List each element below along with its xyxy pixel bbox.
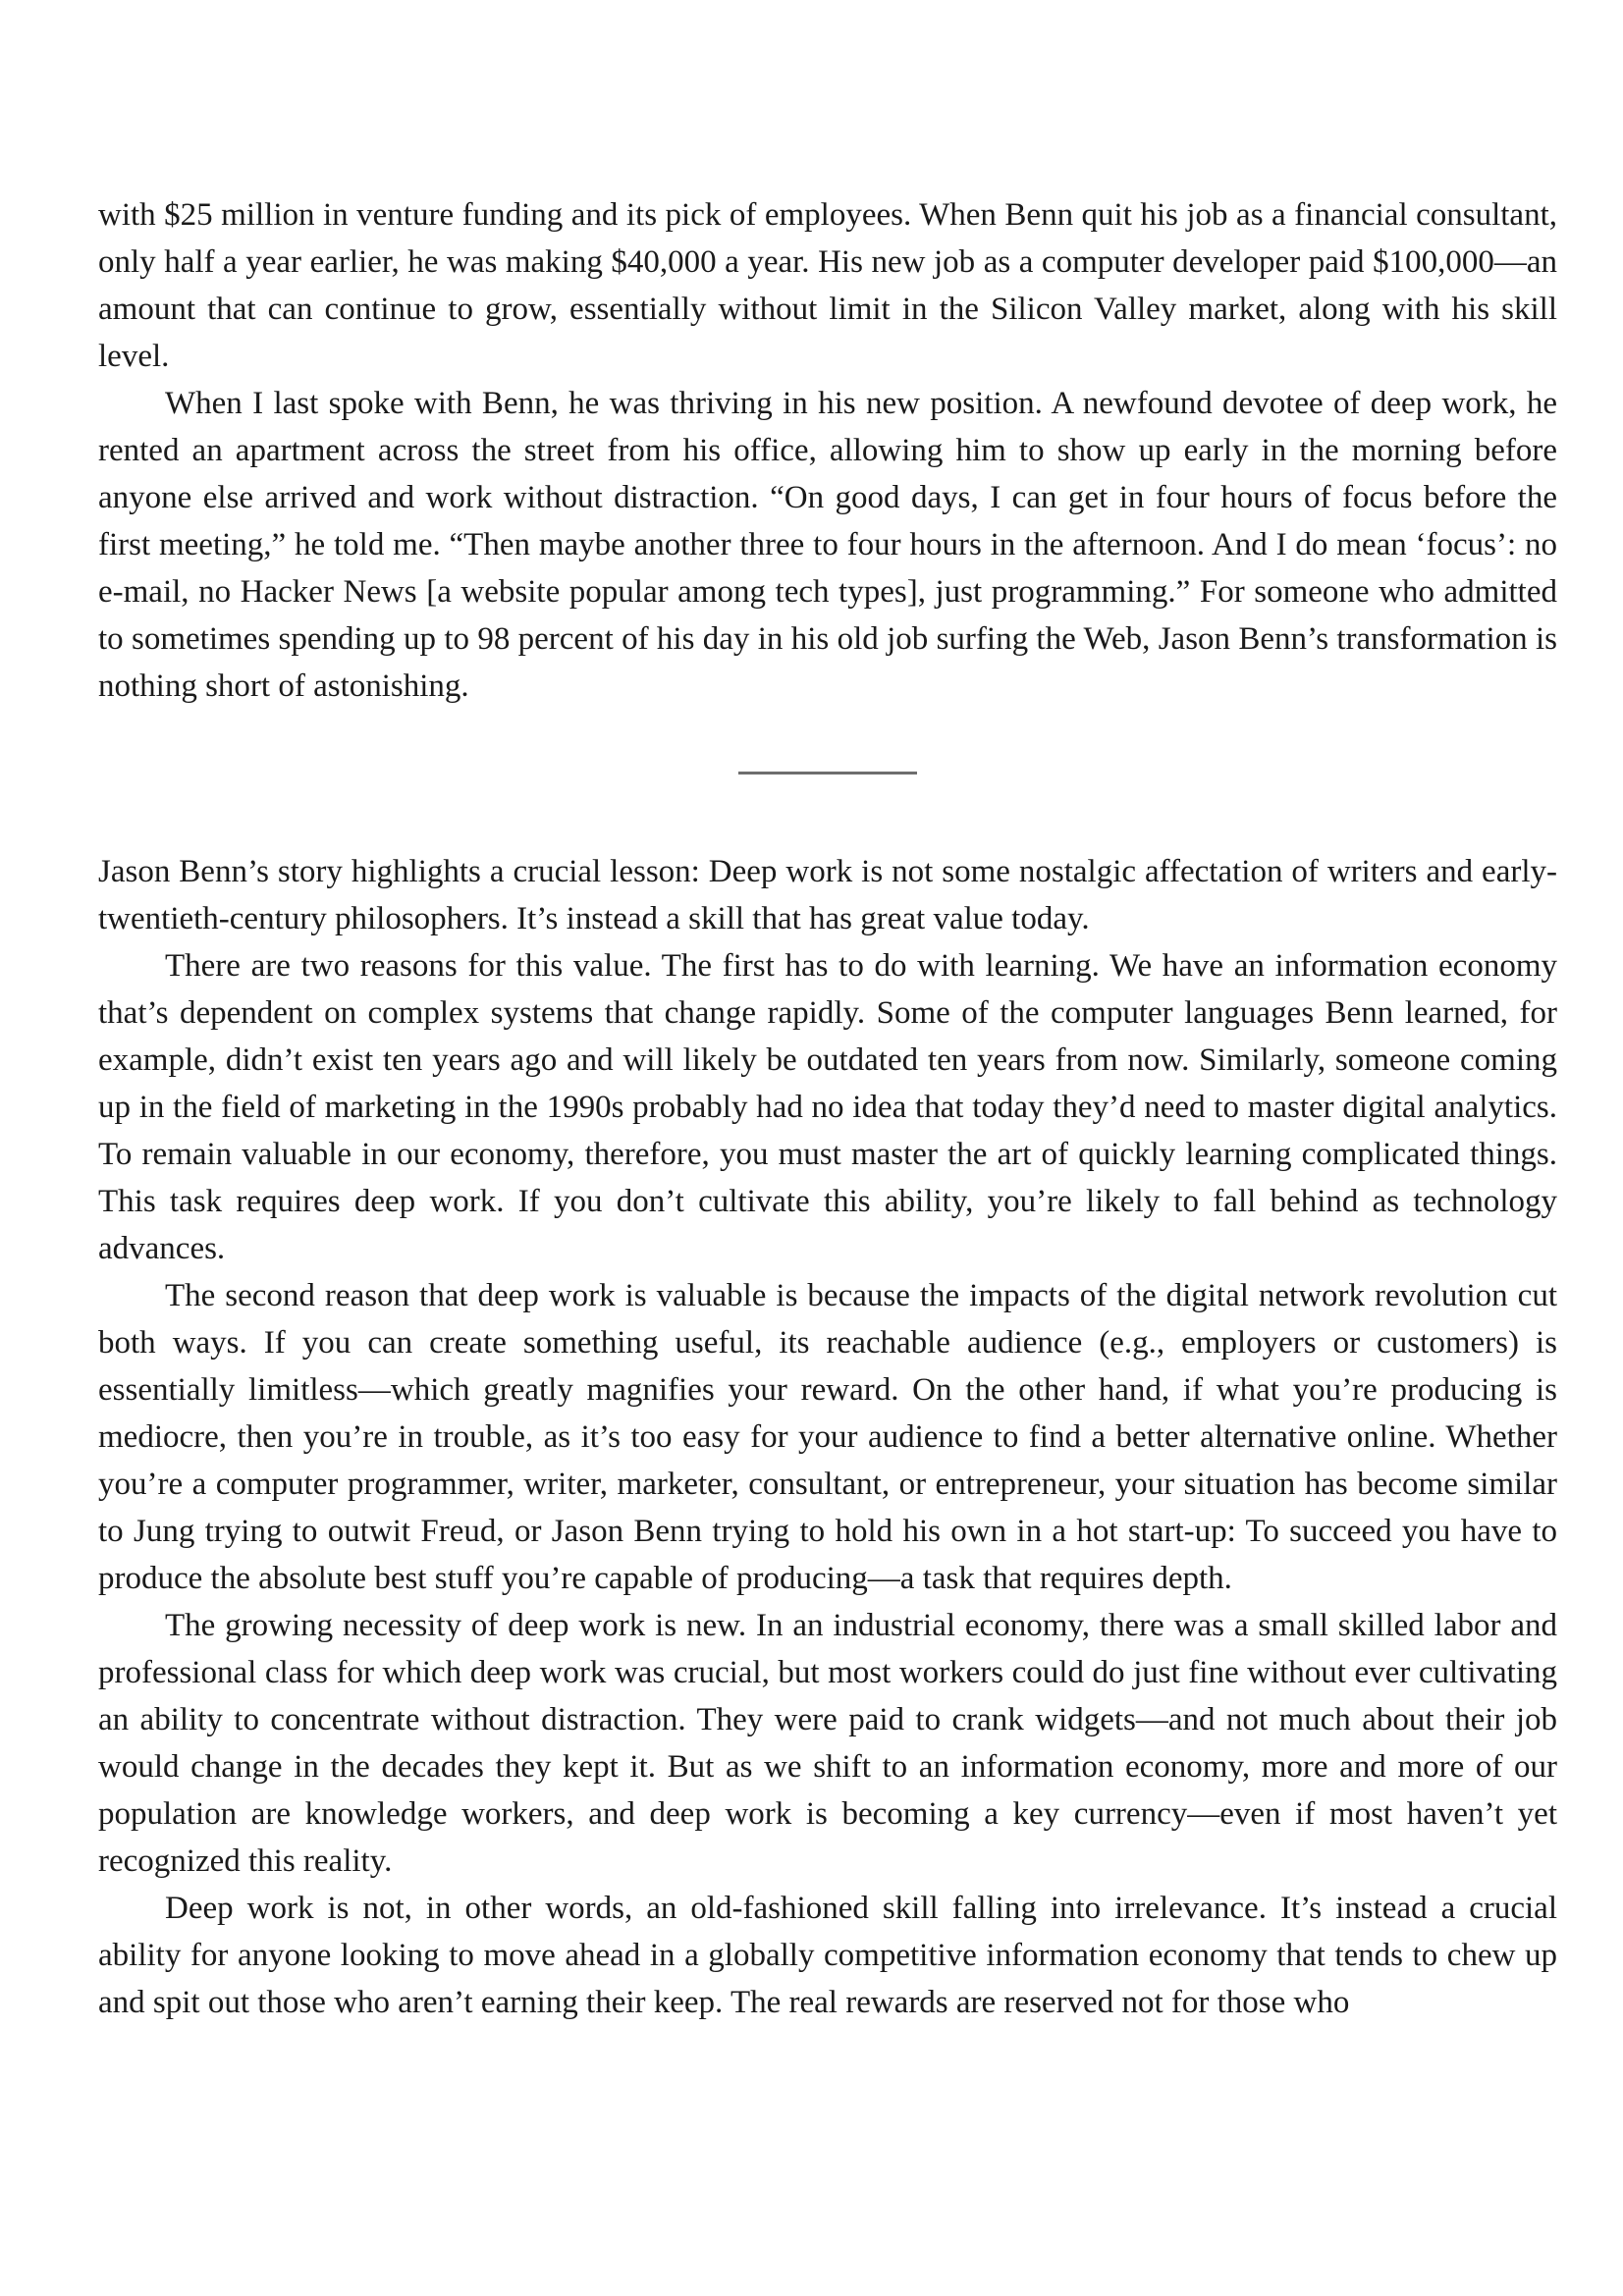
section-1 [98,191,1557,710]
section-break [98,710,1557,848]
section-divider [738,772,917,774]
paragraph: There are two reasons for this value. The first has to do with learning. We have an information economy that’s dependent on complex systems that change rapidly. Some of the computer languages Benn learned, for example, didn’t exist ten years ago and will likely be outdated ten years from now. Similarly, someone coming up in the field of marketing in the 1990s probably had no idea that today they’d need to master digital analytics. To remain valuable in our economy, therefore, you must master the art of quickly learning complicated things. This task requires deep work. If you don’t cultivate this ability, you’re likely to fall behind as technology advances. [98,948,1557,1266]
paragraph-section-opening: Jason Benn’s story highlights a crucial lesson: Deep work is not some nostalgic affectation of writers and early-twentieth-century philosophers. It’s instead a skill that has great value today. [98,854,1557,936]
paragraph: Deep work is not, in other words, an old-fashioned skill falling into irrelevance. It’s instead a crucial ability for anyone looking to move ahead in a globally competitive information economy that tends to chew up and spit out those who aren’t earning their keep. The real rewards are reserved not for those who [98,1891,1557,2020]
paragraph-continuation: with $25 million in venture funding and its pick of employees. When Benn quit his job as a financial consultant, only half a year earlier, he was making $40,000 a year. His new job as a computer developer paid $100,000—an amount that can continue to grow, essentially without limit in the Silicon Valley market, along with his skill level. [98,197,1557,374]
paragraph: The second reason that deep work is valuable is because the impacts of the digital network revolution cut both ways. If you can create something useful, its reachable audience (e.g., employers or customers) is essentially limitless—which greatly magnifies your reward. On the other hand, if what you’re producing is mediocre, then you’re in trouble, as it’s too easy for your audience to find a better alternative online. Whether you’re a computer programmer, writer, marketer, consultant, or entrepreneur, your situation has become similar to Jung trying to outwit Freud, or Jason Benn trying to hold his own in a hot start-up: To succeed you have to produce the absolute best stuff you’re capable of producing—a task that requires depth. [98,1278,1557,1596]
section-2 [98,848,1557,2026]
paragraph: The growing necessity of deep work is new. In an industrial economy, there was a small skilled labor and professional class for which deep work was crucial, but most workers could do just fine without ever cultivating an ability to concentrate without distraction. They were paid to crank widgets—and not much about their job would change in the decades they kept it. But as we shift to an information economy, more and more of our population are knowledge workers, and deep work is becoming a key currency—even if most haven’t yet recognized this reality. [98,1608,1557,1879]
page-body [98,191,1557,2026]
paragraph: When I last spoke with Benn, he was thriving in his new position. A newfound devotee of deep work, he rented an apartment across the street from his office, allowing him to show up early in the morning before anyone else arrived and work without distraction. “On good days, I can get in four hours of focus before the first meeting,” he told me. “Then maybe another three to four hours in the afternoon. And I do mean ‘focus’: no e-mail, no Hacker News [a website popular among tech types], just programming.” For someone who admitted to sometimes spending up to 98 percent of his day in his old job surfing the Web, Jason Benn’s transformation is nothing short of astonishing. [98,386,1557,704]
